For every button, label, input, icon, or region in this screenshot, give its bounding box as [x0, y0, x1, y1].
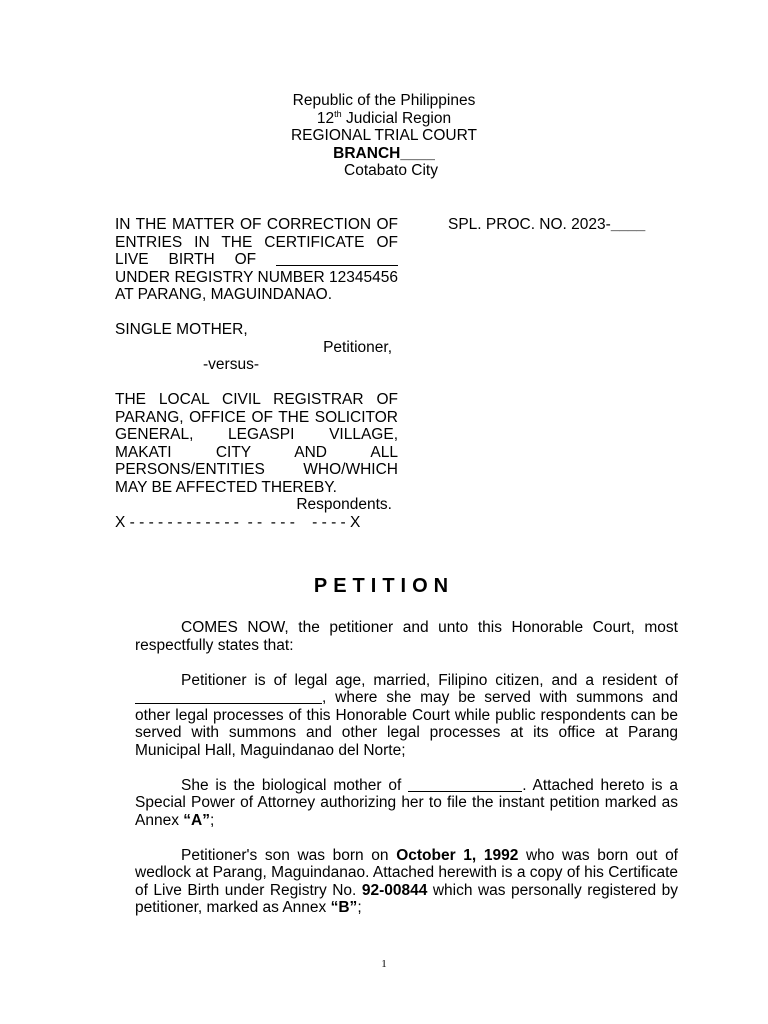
paragraph-4	[135, 847, 678, 917]
branch-label: BRANCH	[333, 144, 401, 162]
paragraph-3-text-a: She is the biological mother of	[181, 776, 402, 794]
region-label: Judicial Region	[341, 109, 452, 127]
annex-b-label: “B”	[330, 899, 358, 916]
page-number: 1	[381, 958, 387, 970]
birth-date: October 1, 1992	[396, 846, 519, 864]
paragraph-3-text-b: . Attached hereto is a Special Power of Attorney authorizing her to file the instant petition marked as Annex	[135, 776, 679, 829]
paragraph-1: COMES NOW, the petitioner and unto this Honorable Court, most respectfully states that:	[135, 619, 678, 654]
registry-number: 92-00844	[361, 881, 428, 899]
child-name-blank	[408, 791, 522, 792]
region-number: 12	[316, 109, 335, 127]
name-blank	[276, 265, 398, 266]
paragraph-4-text-a: Petitioner's son was born on	[181, 846, 389, 864]
respondents-text: THE LOCAL CIVIL REGISTRAR OF PARANG, OFFICE OF THE SOLICITOR GENERAL, LEGASPI VILLAGE, MAKATI CITY AND ALL PERSONS/ENTITIES WHO/WHICH MAY BE AFFECTED THEREBY.	[115, 391, 398, 496]
header-branch	[0, 145, 768, 163]
paragraph-4-text-b: who was born out of wedlock at Parang, Maguindanao. Attached herewith is a copy of his Certificate of Live Birth under Registry No.	[135, 846, 678, 899]
caption-matter-text: IN THE MATTER OF CORRECTION OF ENTRIES IN THE CERTIFICATE OF LIVE BIRTH OF	[115, 216, 398, 268]
case-number-blank: ____	[610, 216, 646, 233]
court-header	[0, 92, 768, 180]
paragraph-3-end: ;	[209, 811, 215, 829]
paragraph-4-text-c: which was personally registered by petitioner, marked as Annex	[135, 881, 678, 916]
caption-divider: X - - - - - - - - - - - - - - - - - - - - - X	[115, 513, 361, 531]
paragraph-4-end: ;	[357, 899, 362, 916]
caption-matter	[115, 216, 398, 304]
respondents-label: Respondents.	[296, 496, 392, 513]
case-number	[448, 216, 645, 234]
petitioner-name: SINGLE MOTHER,	[115, 321, 248, 338]
header-republic: Republic of the Philippines	[292, 92, 476, 109]
document-title: PETITION	[313, 575, 455, 597]
branch-blank: ____	[400, 144, 435, 162]
residence-blank	[135, 703, 322, 704]
paragraph-2-text-b: , where she may be served with summons and other legal processes of this Honorable Court while public respondents can be served with summons and other legal processes at its office at Parang Municipal Hall, Maguindanao del Norte;	[135, 689, 678, 759]
paragraph-2-text-a: Petitioner is of legal age, married, Filipino citizen, and a resident of	[181, 671, 678, 689]
case-number-label: SPL. PROC. NO. 2023-	[448, 216, 611, 233]
paragraph-3	[135, 777, 678, 830]
region-suffix: th	[334, 108, 342, 119]
caption-registry-text: UNDER REGISTRY NUMBER 12345456 AT PARANG, MAGUINDANAO.	[115, 268, 398, 303]
petition-body	[135, 619, 678, 934]
paragraph-2	[135, 672, 678, 760]
petitioner-label: Petitioner,	[323, 338, 392, 356]
header-court-name: REGIONAL TRIAL COURT	[290, 127, 478, 144]
annex-a-label: “A”	[183, 811, 210, 829]
header-judicial-region	[0, 110, 768, 128]
case-caption	[115, 216, 398, 531]
versus-label: -versus-	[203, 356, 259, 373]
header-city: Cotabato City	[344, 162, 438, 179]
